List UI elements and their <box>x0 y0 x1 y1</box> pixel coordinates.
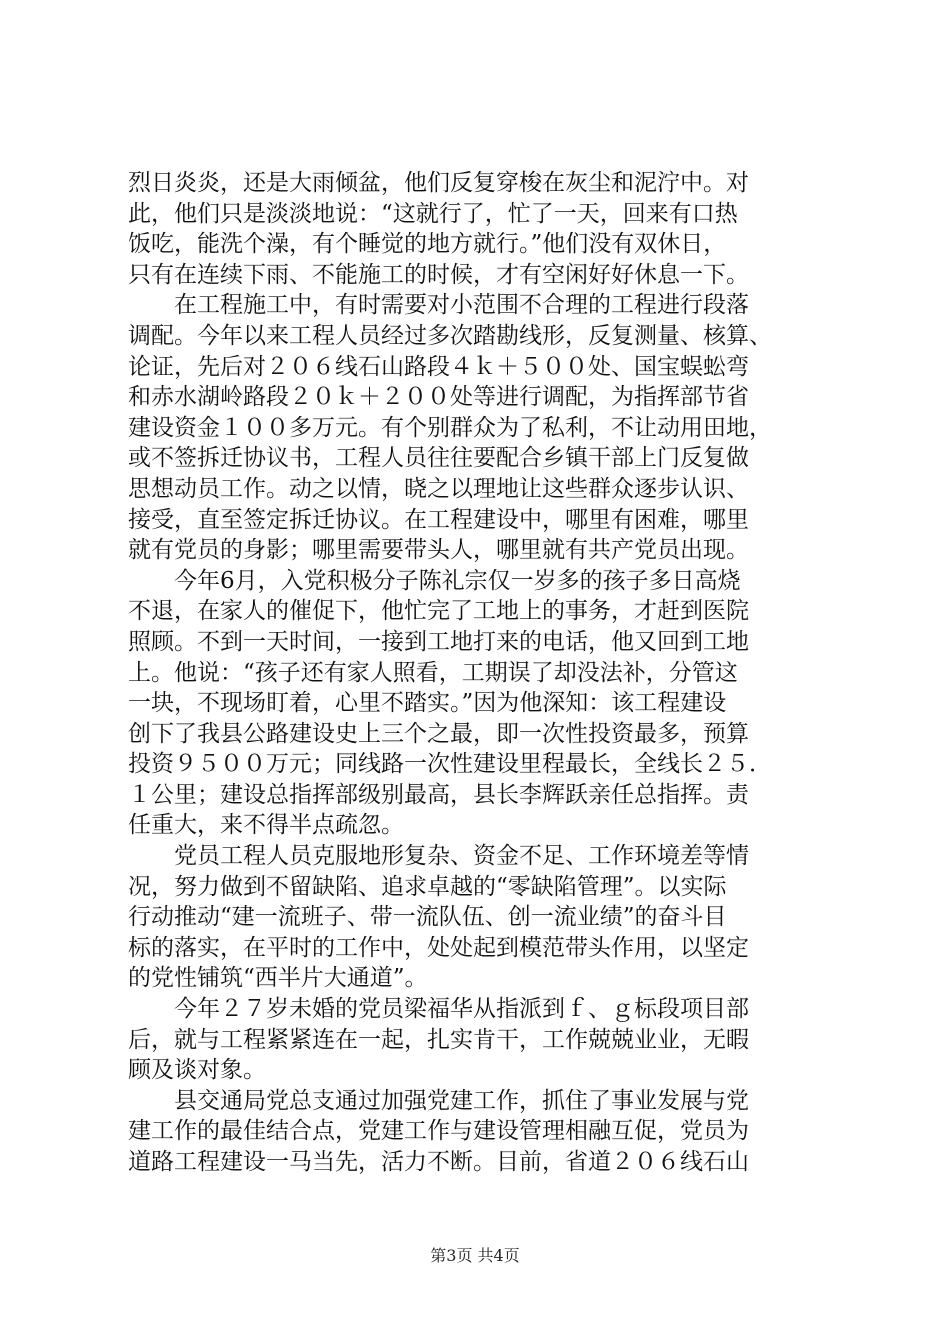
text-line: 论证，先后对２０６线石山路段４ｋ＋５００处、国宝蜈蚣弯 <box>128 353 749 380</box>
text-line: １公里；建设总指挥部级别最高，县长李辉跃亲任总指挥。责 <box>128 781 749 808</box>
paragraph <box>128 841 840 994</box>
text-line: 况，努力做到不留缺陷、追求卓越的“零缺陷管理”。以实际 <box>128 873 727 900</box>
text-line: 在工程施工中，有时需要对小范围不合理的工程进行段落 <box>174 292 749 319</box>
paragraph <box>128 290 840 565</box>
text-line: 建工作的最佳结合点，党建工作与建设管理相融互促，党员为 <box>128 1118 749 1145</box>
text-line: 一块，不现场盯着，心里不踏实。”因为他深知：该工程建设 <box>128 690 727 717</box>
text-line: 或不签拆迁协议书，工程人员往往要配合乡镇干部上门反复做 <box>128 445 749 472</box>
text-line: 只有在连续下雨、不能施工的时候，才有空闲好好休息一下。 <box>128 261 749 288</box>
text-line: 投资９５００万元；同线路一次性建设里程最长，全线长２５． <box>128 751 772 778</box>
text-line: 任重大，来不得半点疏忽。 <box>128 812 404 839</box>
text-line: 照顾。不到一天时间，一接到工地打来的电话，他又回到工地 <box>128 628 749 655</box>
paragraph <box>128 994 840 1086</box>
text-line: 接受，直至签定拆迁协议。在工程建设中，哪里有困难，哪里 <box>128 506 749 533</box>
text-line: 今年6月，入党积极分子陈礼宗仅一岁多的孩子多日高烧 <box>174 567 741 594</box>
text-line: 道路工程建设一马当先，活力不断。目前，省道２０６线石山 <box>128 1149 749 1175</box>
text-line: 建设资金１００多万元。有个别群众为了私利，不让动用田地， <box>128 414 772 441</box>
text-line: 不退，在家人的催促下，他忙完了工地上的事务，才赶到医院 <box>128 598 749 625</box>
text-line: 标的落实，在平时的工作中，处处起到模范带头作用，以坚定 <box>128 934 749 961</box>
text-line: 思想动员工作。动之以情，晓之以理地让这些群众逐步认识、 <box>128 475 749 502</box>
page-footer: 第3页 共4页 <box>430 1246 520 1265</box>
text-line: 的党性铺筑“西半片大通道”。 <box>128 965 428 992</box>
text-line: 创下了我县公路建设史上三个之最，即一次性投资最多，预算 <box>128 720 749 747</box>
paragraph <box>128 566 840 841</box>
text-line: 此，他们只是淡淡地说：“这就行了，忙了一天，回来有口热 <box>128 200 738 227</box>
text-line: 上。他说：“孩子还有家人照看，工期误了却没法补，分管这 <box>128 659 738 686</box>
text-line: 调配。今年以来工程人员经过多次踏勘线形，反复测量、核算、 <box>128 322 772 349</box>
text-line: 党员工程人员克服地形复杂、资金不足、工作环境差等情 <box>174 843 749 870</box>
paragraph <box>128 1086 840 1178</box>
document-body <box>128 168 840 1178</box>
text-line: 就有党员的身影；哪里需要带头人，哪里就有共产党员出现。 <box>128 537 749 564</box>
text-line: 和赤水湖岭路段２０ｋ＋２００处等进行调配，为指挥部节省 <box>128 384 749 411</box>
text-line: 后，就与工程紧紧连在一起，扎实肯干，工作兢兢业业，无暇 <box>128 1026 749 1053</box>
text-line: 县交通局党总支通过加强党建工作，抓住了事业发展与党 <box>174 1087 749 1114</box>
paragraph <box>128 168 840 290</box>
text-line: 饭吃，能洗个澡，有个睡觉的地方就行。”他们没有双休日， <box>128 231 727 258</box>
text-line: 行动推动“建一流班子、带一流队伍、创一流业绩”的奋斗目 <box>128 904 727 931</box>
text-line: 顾及谈对象。 <box>128 1057 266 1084</box>
text-line: 烈日炎炎，还是大雨倾盆，他们反复穿梭在灰尘和泥泞中。对 <box>128 170 749 196</box>
text-line: 今年２７岁未婚的党员梁福华从指派到ｆ、ｇ标段项目部 <box>174 996 749 1023</box>
